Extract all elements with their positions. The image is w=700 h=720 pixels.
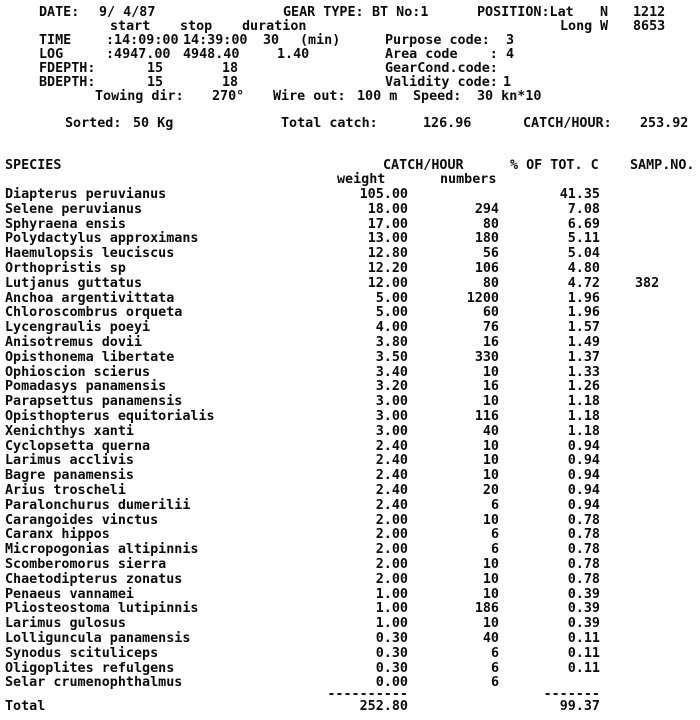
species-name: Orthopristis sp — [5, 260, 126, 276]
log-duration: 1.40 — [277, 47, 310, 62]
col-start-label: start — [110, 19, 151, 34]
numbers-value: 294 — [474, 201, 499, 217]
pct-value: 0.94 — [567, 468, 600, 484]
numbers-value: 6 — [490, 527, 499, 543]
pct-value: 1.18 — [567, 408, 600, 424]
table-row — [0, 469, 700, 484]
weight-value: 1.00 — [375, 601, 408, 617]
weight-value: 0.30 — [375, 645, 408, 661]
weight-value: 2.40 — [375, 438, 408, 454]
numbers-value: 10 — [482, 468, 499, 484]
species-name: Penaeus vannamei — [5, 586, 134, 602]
numbers-value: 16 — [482, 334, 499, 350]
area-code-value: 4 — [506, 47, 515, 62]
pct-value: 4.72 — [567, 275, 600, 291]
weight-value: 2.00 — [375, 571, 408, 587]
position-label: POSITION:Lat — [477, 5, 574, 20]
long-label: Long — [560, 19, 593, 34]
species-name: Lycengraulis poeyi — [5, 320, 151, 336]
table-row — [0, 277, 700, 292]
species-name: Sphyraena ensis — [5, 216, 126, 232]
species-name: Scomberomorus sierra — [5, 556, 167, 572]
weight-value: 2.00 — [375, 556, 408, 572]
weight-value: 1.00 — [375, 586, 408, 602]
table-row — [0, 336, 700, 351]
pct-value: 1.49 — [567, 334, 600, 350]
speed-label: Speed: — [413, 89, 462, 104]
pct-value: 41.35 — [559, 187, 600, 202]
table-row — [0, 602, 700, 617]
numbers-value: 56 — [482, 246, 499, 262]
numbers-value: 80 — [482, 275, 499, 291]
weight-value: 3.00 — [375, 423, 408, 439]
lat-hemisphere: N — [600, 5, 609, 20]
species-name: Bagre panamensis — [5, 468, 134, 484]
fdepth-label: FDEPTH: — [39, 61, 96, 76]
weight-value: 3.20 — [375, 379, 408, 395]
species-name: Cyclopsetta querna — [5, 438, 151, 454]
pct-value: 0.11 — [567, 630, 600, 646]
table-row — [0, 203, 700, 218]
table-row — [0, 543, 700, 558]
sorted-value: 50 Kg — [133, 116, 174, 131]
col-header-weight: weight — [337, 172, 386, 187]
weight-value: 2.00 — [375, 512, 408, 528]
table-row — [0, 573, 700, 588]
pct-value: 1.96 — [567, 305, 600, 321]
pct-value: 0.39 — [567, 586, 600, 602]
weight-value: 13.00 — [367, 231, 408, 247]
table-row — [0, 395, 700, 410]
species-name: Paralonchurus dumerilii — [5, 497, 191, 513]
table-row — [0, 247, 700, 262]
species-name: Oligoplites refulgens — [5, 660, 175, 676]
weight-value: 3.00 — [375, 408, 408, 424]
col-duration-label: duration — [242, 19, 307, 34]
area-code-label: Area code : — [385, 47, 498, 62]
numbers-value: 6 — [490, 497, 499, 513]
total-pct-value: 99.37 — [559, 699, 600, 714]
weight-value: 2.00 — [375, 542, 408, 558]
numbers-value: 10 — [482, 512, 499, 528]
species-name: Lutjanus guttatus — [5, 275, 143, 291]
pct-value: 0.11 — [567, 645, 600, 661]
pct-value: 4.80 — [567, 260, 600, 276]
numbers-value: 10 — [482, 364, 499, 380]
bdepth-label: BDEPTH: — [39, 75, 96, 90]
weight-value: 0.30 — [375, 660, 408, 676]
weight-value: 4.00 — [375, 320, 408, 336]
total-catch-value: 126.96 — [423, 116, 472, 131]
col-header-pct-total: % OF TOT. C — [510, 158, 599, 173]
numbers-value: 10 — [482, 394, 499, 410]
species-name: Parapsettus panamensis — [5, 394, 183, 410]
weight-value: 12.20 — [367, 260, 408, 276]
species-name: Opisthonema libertate — [5, 349, 175, 365]
weight-value: 105.00 — [359, 187, 408, 202]
weight-dash-rule: ---------- — [327, 687, 408, 702]
weight-value: 3.40 — [375, 364, 408, 380]
numbers-value: 60 — [482, 305, 499, 321]
numbers-value: 10 — [482, 556, 499, 572]
pct-value: 0.94 — [567, 482, 600, 498]
table-row — [0, 558, 700, 573]
table-row — [0, 454, 700, 469]
time-duration: 30 — [263, 33, 280, 48]
pct-value: 6.69 — [567, 216, 600, 232]
fdepth-stop: 18 — [222, 61, 239, 76]
numbers-value: 80 — [482, 216, 499, 232]
pct-dash-rule: ------- — [543, 687, 600, 702]
weight-value: 5.00 — [375, 305, 408, 321]
pct-value: 1.26 — [567, 379, 600, 395]
table-row — [0, 351, 700, 366]
log-stop: 4948.40 — [183, 47, 240, 62]
purpose-code-label: Purpose code: — [385, 33, 490, 48]
species-name: Opisthopterus equitorialis — [5, 408, 215, 424]
table-row — [0, 528, 700, 543]
gearcond-code-label: GearCond.code: — [385, 61, 498, 76]
species-name: Micropogonias altipinnis — [5, 542, 199, 558]
species-name: Synodus scituliceps — [5, 645, 159, 661]
species-name: Polydactylus approximans — [5, 231, 199, 247]
weight-value: 12.80 — [367, 246, 408, 262]
pct-value: 7.08 — [567, 201, 600, 217]
pct-value: 1.37 — [567, 349, 600, 365]
weight-value: 3.50 — [375, 349, 408, 365]
numbers-value: 6 — [490, 675, 499, 691]
species-name: Pliosteostoma lutipinnis — [5, 601, 199, 617]
lat-value: 1212 — [633, 5, 666, 20]
species-name: Chaetodipterus zonatus — [5, 571, 183, 587]
numbers-value: 10 — [482, 616, 499, 632]
total-weight-value: 252.80 — [359, 699, 408, 714]
numbers-value: 180 — [474, 231, 499, 247]
numbers-value: 40 — [482, 630, 499, 646]
numbers-value: 6 — [490, 660, 499, 676]
pct-value: 0.78 — [567, 512, 600, 528]
pct-value: 0.78 — [567, 527, 600, 543]
table-row — [0, 321, 700, 336]
species-name: Ophioscion scierus — [5, 364, 151, 380]
catch-hour-label: CATCH/HOUR: — [523, 116, 612, 131]
numbers-value: 106 — [474, 260, 499, 276]
species-name: Larimus acclivis — [5, 453, 134, 469]
pct-value: 1.18 — [567, 423, 600, 439]
fdepth-start: 15 — [147, 61, 164, 76]
date-label: DATE: — [39, 5, 80, 20]
pct-value: 0.39 — [567, 601, 600, 617]
species-name: Larimus gulosus — [5, 616, 126, 632]
date-value: 9/ 4/87 — [99, 5, 156, 20]
pct-value: 0.94 — [567, 453, 600, 469]
pct-value: 1.96 — [567, 290, 600, 306]
pct-value: 1.33 — [567, 364, 600, 380]
species-name: Pomadasys panamensis — [5, 379, 167, 395]
pct-value: 1.57 — [567, 320, 600, 336]
table-row — [0, 632, 700, 647]
species-table — [0, 188, 700, 691]
numbers-value: 6 — [490, 542, 499, 558]
total-catch-label: Total catch: — [281, 116, 378, 131]
pct-value: 0.78 — [567, 542, 600, 558]
numbers-value: 10 — [482, 438, 499, 454]
species-name: Chloroscombrus orqueta — [5, 305, 183, 321]
wire-out-label: Wire out: — [273, 89, 346, 104]
numbers-value: 16 — [482, 379, 499, 395]
numbers-value: 10 — [482, 571, 499, 587]
weight-value: 17.00 — [367, 216, 408, 232]
weight-value: 18.00 — [367, 201, 408, 217]
weight-value: 2.40 — [375, 453, 408, 469]
bdepth-stop: 18 — [222, 75, 239, 90]
pct-value: 1.18 — [567, 394, 600, 410]
pct-value: 0.78 — [567, 556, 600, 572]
catch-hour-value: 253.92 — [640, 116, 689, 131]
log-start: :4947.00 — [106, 47, 171, 62]
sorted-label: Sorted: — [65, 116, 122, 131]
weight-value: 5.00 — [375, 290, 408, 306]
species-name: Carangoides vinctus — [5, 512, 159, 528]
table-row — [0, 292, 700, 307]
time-unit: (min) — [300, 33, 341, 48]
weight-value: 2.00 — [375, 527, 408, 543]
gear-type-value: BT No:1 — [372, 5, 429, 20]
species-name: Anchoa argentivittata — [5, 290, 175, 306]
log-label: LOG — [39, 47, 64, 62]
table-row — [0, 484, 700, 499]
numbers-value: 6 — [490, 645, 499, 661]
table-row — [0, 662, 700, 677]
time-start: :14:09:00 — [106, 33, 179, 48]
table-row — [0, 410, 700, 425]
time-stop: 14:39:00 — [183, 33, 248, 48]
speed-value: 30 kn*10 — [477, 89, 542, 104]
table-row — [0, 425, 700, 440]
numbers-value: 40 — [482, 423, 499, 439]
pct-value: 0.11 — [567, 660, 600, 676]
species-name: Caranx hippos — [5, 527, 110, 543]
time-label: TIME — [39, 33, 72, 48]
weight-value: 2.40 — [375, 497, 408, 513]
pct-value: 0.39 — [567, 616, 600, 632]
numbers-value: 76 — [482, 320, 499, 336]
col-header-species: SPECIES — [5, 158, 62, 173]
wire-out-value: 100 m — [357, 89, 398, 104]
pct-value: 5.04 — [567, 246, 600, 262]
weight-value: 3.00 — [375, 394, 408, 410]
bdepth-start: 15 — [147, 75, 164, 90]
col-stop-label: stop — [180, 19, 213, 34]
col-header-numbers: numbers — [440, 172, 497, 187]
species-name: Xenichthys xanti — [5, 423, 134, 439]
gear-type-label: GEAR TYPE: — [283, 5, 364, 20]
numbers-value: 1200 — [466, 290, 499, 306]
species-name: Lolliguncula panamensis — [5, 630, 191, 646]
numbers-value: 330 — [474, 349, 499, 365]
numbers-value: 10 — [482, 586, 499, 602]
species-name: Diapterus peruvianus — [5, 187, 167, 202]
long-hemisphere: W — [600, 19, 609, 34]
towing-dir-value: 270° — [212, 89, 245, 104]
species-name: Selar crumenophthalmus — [5, 675, 183, 691]
weight-value: 2.40 — [375, 468, 408, 484]
species-name: Anisotremus dovii — [5, 334, 143, 350]
table-row — [0, 647, 700, 662]
col-header-samp-no: SAMP.NO. — [630, 158, 695, 173]
validity-code-label: Validity code: — [385, 75, 498, 90]
purpose-code-value: 3 — [506, 33, 515, 48]
col-header-catch-hour: CATCH/HOUR — [383, 158, 464, 173]
numbers-value: 186 — [474, 601, 499, 617]
weight-value: 0.30 — [375, 630, 408, 646]
pct-value: 5.11 — [567, 231, 600, 247]
weight-value: 0.00 — [375, 675, 408, 691]
pct-value: 0.94 — [567, 438, 600, 454]
species-name: Arius troscheli — [5, 482, 126, 498]
numbers-value: 20 — [482, 482, 499, 498]
towing-dir-label: Towing dir: — [95, 89, 184, 104]
table-row — [0, 380, 700, 395]
table-row — [0, 232, 700, 247]
table-row — [0, 306, 700, 321]
total-label: Total — [5, 699, 46, 714]
species-name: Selene peruvianus — [5, 201, 143, 217]
table-row — [0, 617, 700, 632]
pct-value: 0.78 — [567, 571, 600, 587]
weight-value: 3.80 — [375, 334, 408, 350]
weight-value: 2.40 — [375, 482, 408, 498]
table-row — [0, 188, 700, 203]
weight-value: 12.00 — [367, 275, 408, 291]
samp-no-value: 382 — [635, 275, 660, 291]
species-name: Haemulopsis leuciscus — [5, 246, 175, 262]
pct-value: 0.94 — [567, 497, 600, 513]
numbers-value: 116 — [474, 408, 499, 424]
long-value: 8653 — [633, 19, 666, 34]
table-row — [0, 499, 700, 514]
weight-value: 1.00 — [375, 616, 408, 632]
numbers-value: 10 — [482, 453, 499, 469]
table-row — [0, 262, 700, 277]
validity-code-value: 1 — [503, 75, 512, 90]
